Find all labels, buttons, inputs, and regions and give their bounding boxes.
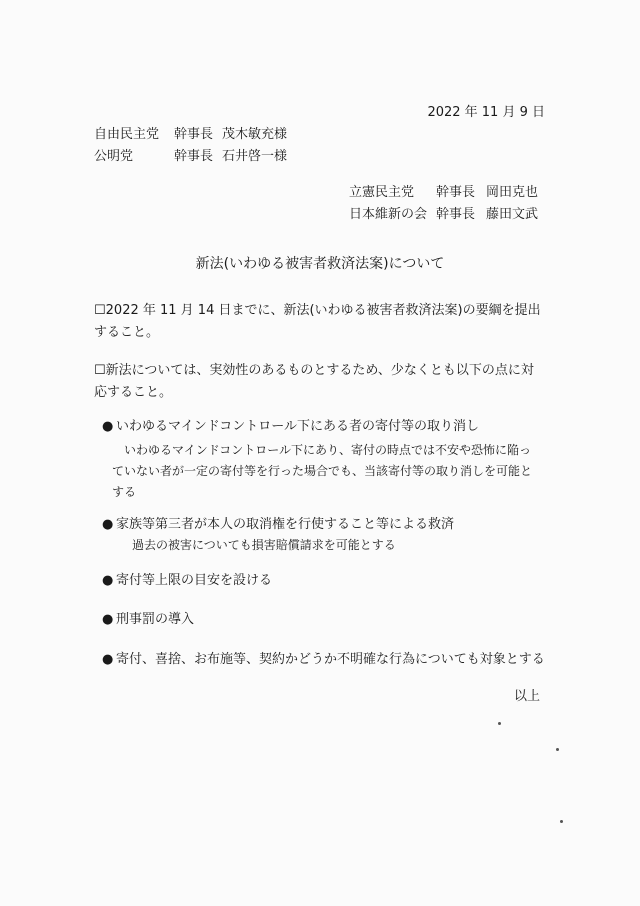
scan-speck [560,820,563,823]
addressee-name: 茂木敏充様 [222,127,288,142]
sender-party: 立憲民主党 [349,185,415,200]
paragraph-deadline: ☐2022 年 11 月 14 日までに、新法(いわゆる被害者救済法案)の要綱を提出すること。 [94,303,541,340]
addressee-role: 幹事長 [174,127,214,142]
addressee-party: 公明党 [94,149,134,164]
bullet-item [102,651,545,669]
addressee-name: 石井啓一様 [222,149,288,164]
sender-party: 日本維新の会 [349,207,428,222]
bullet-dot-icon: ● [102,517,114,532]
bullet-heading: 刑事罰の導入 [116,612,195,627]
sender-role: 幹事長 [436,207,476,222]
bullet-heading: 寄付、喜捨、お布施等、契約かどうか不明確な行為についても対象とする [116,652,545,667]
document-title: 新法(いわゆる被害者救済法案)について [195,256,445,272]
sender-role: 幹事長 [436,185,476,200]
bullet-detail: 過去の被害についても損害賠償請求を可能とする [132,538,396,552]
bullet-dot-icon: ● [102,419,114,434]
sender-name: 藤田文武 [486,207,539,222]
sender-name: 岡田克也 [486,185,539,200]
document-date: 2022 年 11 月 9 日 [427,105,545,120]
bullet-detail: いわゆるマインドコントロール下にあり、寄付の時点では不安や恐怖に陥っていない者が一定の寄付等を行った場合でも、当該寄付等の取り消しを可能とする [112,443,533,499]
addressee-role: 幹事長 [174,149,214,164]
bullet-heading: 寄付等上限の目安を設ける [116,573,273,588]
bullet-item [102,516,542,534]
scan-speck [498,722,501,725]
addressee-party: 自由民主党 [94,127,160,142]
bullet-heading: いわゆるマインドコントロール下にある者の寄付等の取り消し [116,419,479,434]
paragraph-requirements: ☐新法については、実効性のあるものとするため、少なくとも以下の点に対応すること。 [94,363,534,400]
bullet-item [102,572,542,590]
bullet-dot-icon: ● [102,573,114,588]
closing-mark: 以上 [513,689,540,704]
bullet-item [102,418,542,436]
scan-speck [556,748,559,751]
bullet-heading: 家族等第三者が本人の取消権を行使すること等による救済 [116,517,455,532]
bullet-dot-icon: ● [102,652,114,667]
bullet-dot-icon: ● [102,612,114,627]
bullet-item [102,611,542,629]
